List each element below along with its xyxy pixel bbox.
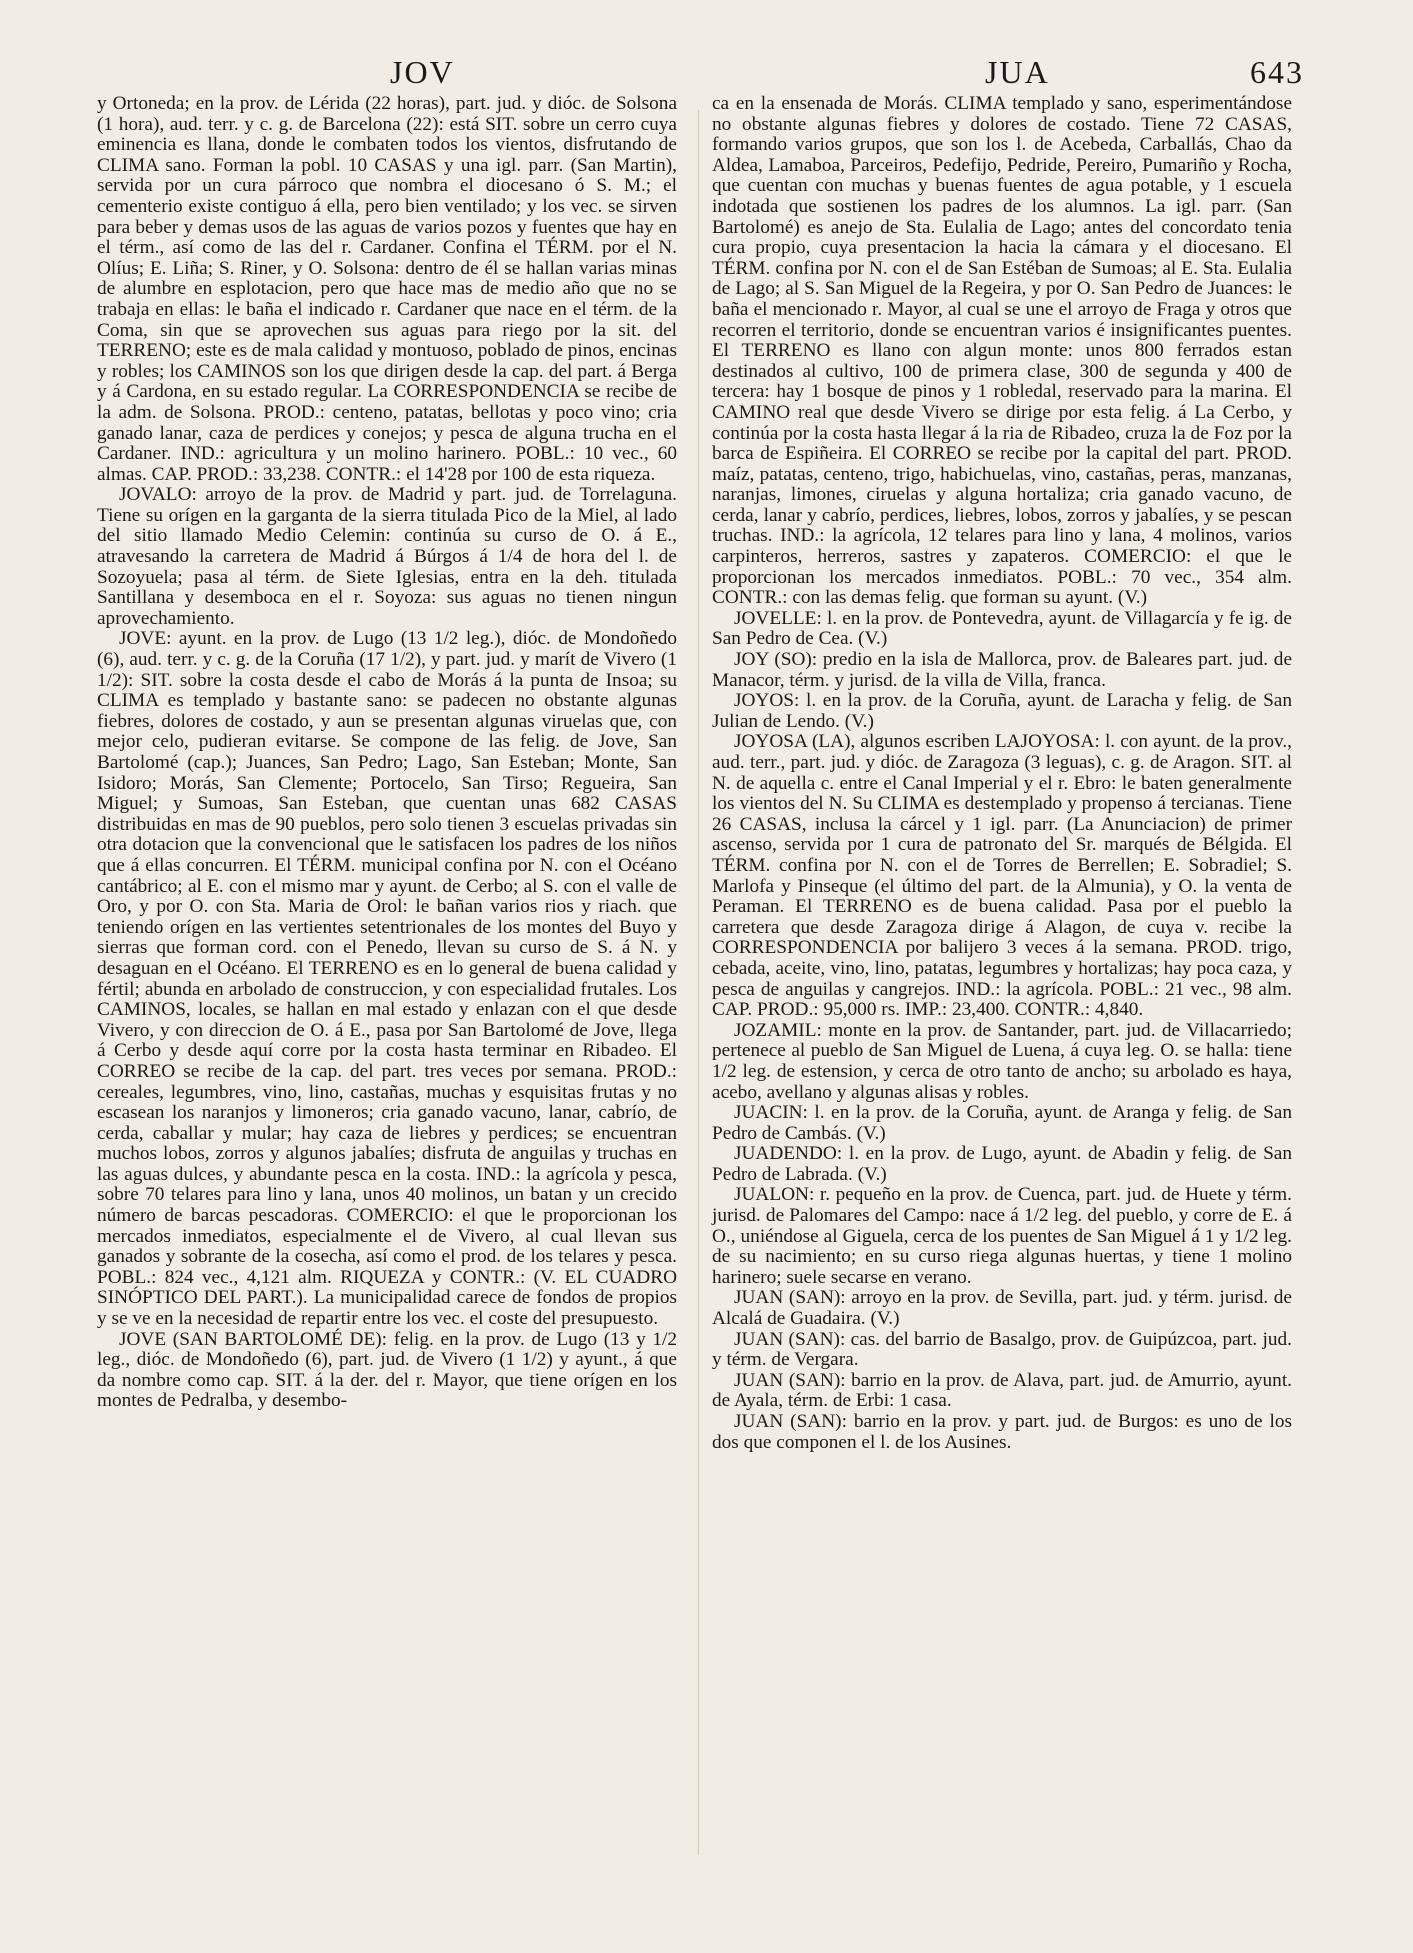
entry-continuation: ca en la ensenada de Morás. CLIMA templado y sano, esperimentándose no obstante algunas fiebres y dolores de costado. Tiene 72 CASAS, formando varios grupos, que son los l. de Acebeda, Carballás, Chao da Aldea, Lamaboa, Parceiros, Pedefijo, Pedride, Pereiro, Pumariño y Rocha, que cuentan con muchas y buenas fuentes de agua potable, y 1 escuela indotada que sostienen los padres de los alumnos. La igl. parr. (San Bartolomé) es anejo de Sta. Eulalia de Lago; antes del concordato tenia cura propio, cuya presentacion la hacia la cámara y el diocesano. El TÉRM. confina por N. con el de San Estéban de Sumoas; al E. Sta. Eulalia de Lago; al S. San Miguel de la Regeira, y por O. San Pedro de Juances: le baña el mencionado r. Mayor, al cual se une el arroyo de Fraga y otros que recorren el territorio, donde se encuentran varios é insignificantes puentes. El TERRENO es llano con algun monte: unos 800 ferrados estan destinados al cultivo, 100 de primera clase, 300 de segunda y 400 de tercera: hay 1 bosque de pinos y 1 robledal, reservado para la marina. El CAMINO real que desde Vivero se dirige por esta felig. á La Cerbo, y continúa por la costa hasta llegar á la ria de Ribadeo, cruza la de Foz por la barca de Espiñeira. El CORREO se recibe por la capital del part. PROD. maíz, patatas, centeno, trigo, habichuelas, vino, castañas, peras, manzanas, naranjas, limones, ciruelas y alguna hortaliza; cria ganado vacuno, de cerda, lanar y cabrío, perdices, liebres, lobos, zorros y jabalíes, y se pescan truchas. IND.: la agrícola, 12 telares para lino y lana, 4 molinos, varios carpinteros, herreros, sastres y zapateros. COMERCIO: el que le proporcionan los mercados inmediatos. POBL.: 70 vec., 354 alm. CONTR.: con las demas felig. que forman su ayunt. (V.) [712,93,1292,609]
entry-joyos: JOYOS: l. en la prov. de la Coruña, ayunt. de Laracha y felig. de San Julian de Lendo. (V.) [712,690,1292,732]
entry-jovalo: JOVALO: arroyo de la prov. de Madrid y part. jud. de Torrelaguna. Tiene su orígen en la garganta de la sierra titulada Pico de la Miel, al lado del sitio llamado Medio Celemin: continúa su curso de O. á E., atravesando la carretera de Madrid á Búrgos á 1/4 de hora del l. de Sozoyuela; pasa al térm. de Siete Iglesias, entra en la deh. titulada Santillana y desemboca en el r. Soyoza: sus aguas no tienen ningun aprovechamiento. [97,484,677,629]
entry-jove: JOVE: ayunt. en la prov. de Lugo (13 1/2 leg.), dióc. de Mondoñedo (6), aud. terr. y c. g. de la Coruña (17 1/2), y part. jud. y marít de Vivero (1 1/2): SIT. sobre la costa desde el cabo de Morás á la punta de Insoa; su CLIMA es templado y bastante sano: se padecen no obstante algunas fiebres, dolores de costado, y aun se presentan algunas viruelas que, con mejor celo, pudieran evitarse. Se compone de las felig. de Jove, San Bartolomé (cap.); Juances, San Pedro; Lago, San Esteban; Monte, San Isidoro; Morás, San Clemente; Portocelo, San Tirso; Regueira, San Miguel; y Sumoas, San Esteban, que cuentan unas 682 CASAS distribuidas en mas de 90 pueblos, pero solo tienen 3 escuelas privadas sin otra dotacion que la convencional que le satisfacen los padres de los niños que á ellas concurren. El TÉRM. municipal confina por N. con el Océano cantábrico; al E. con el mismo mar y ayunt. de Cerbo; al S. con el valle de Oro, y por O. con Sta. Maria de Orol: le bañan varios rios y riach. que teniendo orígen en las vertientes setentrionales de los montes del Buyo y sierras que forman cord. con el Penedo, llevan su curso de S. á N. y desaguan en el Océano. El TERRENO es en lo general de buena calidad y fértil; abunda en arbolado de construccion, y con especialidad frutales. Los CAMINOS, locales, se hallan en mal estado y enlazan con el que desde Vivero, y con direccion de O. á E., pasa por San Bartolomé de Jove, llega á Cerbo y desde aquí corre por la costa hasta terminar en Ribadeo. El CORREO se recibe de la cap. del part. tres veces por semana. PROD.: cereales, legumbres, vino, lino, castañas, muchas y esquisitas frutas y no escasean los naranjos y limoneros; cria ganado vacuno, lanar, cabrío, de cerda, caballar y mular; hay caza de liebres y perdices; se encuentran muchos lobos, zorros y algunos jabalíes; disfruta de anguilas y truchas en las aguas dulces, y abundante pesca en la costa. IND.: la agrícola y pesca, sobre 70 telares para lino y lana, unos 40 molinos, un batan y un crecido número de barcas pescadoras. COMERCIO: el que le proporcionan los mercados inmediatos, especialmente el de Vivero, al cual llevan sus ganados y sobrante de la cosecha, así como el prod. de los telares y pesca. POBL.: 824 vec., 4,121 alm. RIQUEZA y CONTR.: (V. EL CUADRO SINÓPTICO DEL PART.). La municipalidad carece de fondos de propios y se ve en la necesidad de repartir entre los vec. el coste del presupuesto. [97,628,677,1330]
entry-juan-burgos: JUAN (SAN): barrio en la prov. y part. jud. de Burgos: es uno de los dos que componen el l. de los Ausines. [712,1411,1292,1453]
entry-juadendo: JUADENDO: l. en la prov. de Lugo, ayunt. de Abadin y felig. de San Pedro de Labrada. (V.) [712,1143,1292,1185]
entry-jove-san-bartolome: JOVE (SAN BARTOLOMÉ DE): felig. en la prov. de Lugo (13 y 1/2 leg., dióc. de Mondoñedo (6), part. jud. de Vivero (1 1/2) y ayunt., á que da nombre como cap. SIT. á la der. del r. Mayor, que tiene orígen en los montes de Pedralba, y desembo- [97,1328,677,1412]
entry-juan-alava: JUAN (SAN): barrio en la prov. de Alava, part. jud. de Amurrio, ayunt. de Ayala, térm. de Erbi: 1 casa. [712,1369,1292,1412]
entry-juan-guipuzcoa: JUAN (SAN): cas. del barrio de Basalgo, prov. de Guipúzcoa, part. jud. y térm. de Vergara. [712,1328,1292,1371]
entry-juan-sevilla: JUAN (SAN): arroyo en la prov. de Sevilla, part. jud. y térm. jurisd. de Alcalá de Guadaira. (V.) [712,1287,1292,1330]
left-column [97,94,677,1412]
right-column [712,94,1292,1453]
running-head-right: JUA [985,54,1050,90]
entry-jovelle: JOVELLE: l. en la prov. de Pontevedra, ayunt. de Villagarcía y fe ig. de San Pedro de Cea. (V.) [712,607,1292,650]
entry-jozamil: JOZAMIL: monte en la prov. de Santander, part. jud. de Villacarriedo; pertenece al pueblo de San Miguel de Luena, á cuya leg. O. se halla: tiene 1/2 leg. de estension, y cerca de otro tanto de ancho; su arbolado es haya, acebo, avellano y algunas alisas y robles. [712,1019,1292,1103]
entry-joy: JOY (SO): predio en la isla de Mallorca, prov. de Baleares part. jud. de Manacor, térm. y jurisd. de la villa de Villa, franca. [712,649,1292,691]
page-number: 643 [1250,54,1304,90]
column-divider [698,110,699,1855]
entry-juacin: JUACIN: l. en la prov. de la Coruña, ayunt. de Aranga y felig. de San Pedro de Cambás. (V.) [712,1102,1292,1144]
entry-continuation: y Ortoneda; en la prov. de Lérida (22 horas), part. jud. y dióc. de Solsona (1 hora), aud. terr. y c. g. de Barcelona (22): está SIT. sobre un cerro cuya eminencia es llana, donde le combaten todos los vientos, disfrutando de CLIMA sano. Forman la pobl. 10 CASAS y una igl. parr. (San Martin), servida por un cura párroco que nombra el diocesano ó S. M.; el cementerio existe contiguo á ella, pero bien ventilado; y los vec. se sirven para beber y demas usos de las aguas de varios pozos y fuentes que hay en el térm., así como de las del r. Cardaner. Confina el TÉRM. por el N. Olíus; E. Liña; S. Riner, y O. Solsona: dentro de él se hallan varias minas de alumbre en esplotacion, pero que hace mas de medio año que no se trabaja en ellas: le baña el indicado r. Cardaner que nace en el térm. de la Coma, sin que se aprovechen sus aguas para riego por la sit. del TERRENO; este es de mala calidad y montuoso, poblado de pinos, encinas y robles; los CAMINOS son los que dirigen desde la cap. del part. á Berga y á Cardona, en su estado regular. La CORRESPONDENCIA se recibe de la adm. de Solsona. PROD.: centeno, patatas, bellotas y poco vino; cria ganado lanar, caza de perdices y conejos; y pesca de alguna trucha en el Cardaner. IND.: agricultura y un molino harinero. POBL.: 10 vec., 60 almas. CAP. PROD.: 33,238. CONTR.: el 14'28 por 100 de esta riqueza. [97,93,677,485]
running-head-left: JOV [390,54,455,90]
entry-jualon: JUALON: r. pequeño en la prov. de Cuenca, part. jud. de Huete y térm. jurisd. de Palomares del Campo: nace á 1/2 leg. del pueblo, y corre de E. á O., uniéndose al Giguela, cerca de los puentes de San Miguel á 1 y 1/2 leg. de su nacimiento; en su curso riega algunas huertas, y tiene 1 molino harinero; suele secarse en verano. [712,1184,1292,1288]
entry-joyosa: JOYOSA (LA), algunos escriben LAJOYOSA: l. con ayunt. de la prov., aud. terr., part. jud. y dióc. de Zaragoza (3 leguas), c. g. de Aragon. SIT. al N. de aquella c. entre el Canal Imperial y el r. Ebro: le baten generalmente los vientos del N. Su CLIMA es destemplado y propenso á tercianas. Tiene 26 CASAS, inclusa la cárcel y 1 igl. parr. (La Anunciacion) de primer ascenso, servida por 1 cura de patronato del Sr. marqués de Bélgida. El TÉRM. confina por N. con el de Torres de Berrellen; E. Sobradiel; S. Marlofa y Pinseque (el último del part. de la Almunia), y O. la venta de Peraman. El TERRENO es de buena calidad. Pasa por el pueblo la carretera que desde Zaragoza dirige á Alagon, de cuya v. recibe la CORRESPONDENCIA por balijero 3 veces á la semana. PROD. trigo, cebada, aceite, vino, lino, patatas, legumbres y hortalizas; hay poca caza, y pesca de anguilas y cangrejos. IND.: la agrícola. POBL.: 21 vec., 98 alm. CAP. PROD.: 95,000 rs. IMP.: 23,400. CONTR.: 4,840. [712,731,1292,1021]
